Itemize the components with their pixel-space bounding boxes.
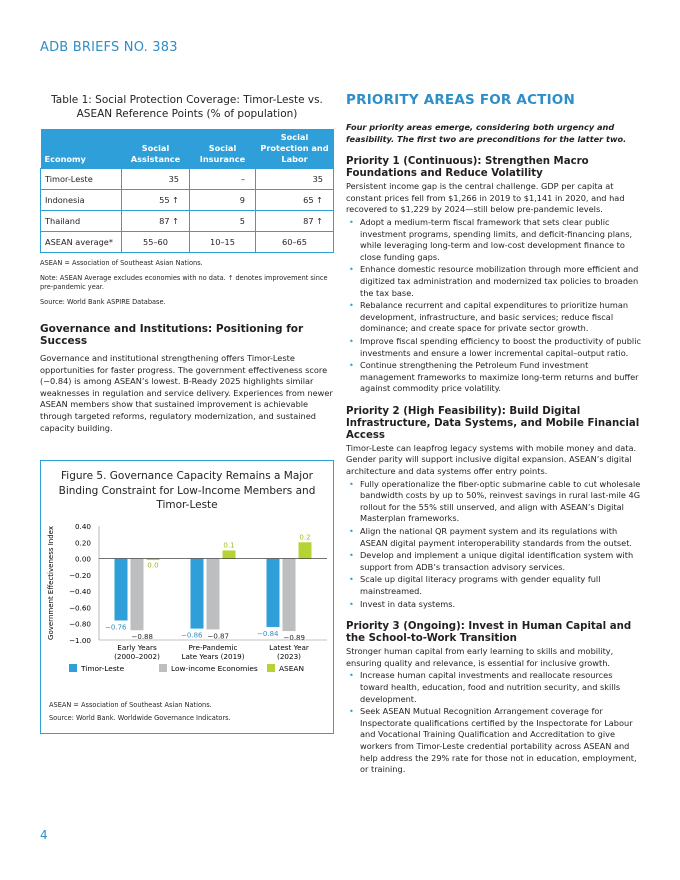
priority-1-heading: Priority 1 (Continuous): Strengthen Macro Foundations and Reduce Volatility — [346, 156, 589, 180]
table-cell: Indonesia — [41, 190, 122, 211]
y-tick-label: −0.40 — [68, 587, 91, 597]
list-item: • Fully operationalize the fiber-optic submarine cable to cut wholesale bandwidth costs by up to 50%, reinvest savings in rural last-mile 4G rollout for the 55% still unserved, and align with ASEAN’s Digital Masterplan frameworks. — [346, 479, 642, 525]
data-label: −0.86 — [181, 631, 203, 640]
table-cell: 55–60 — [122, 232, 190, 253]
y-tick-label: −0.80 — [68, 619, 91, 629]
legend-label: Timor-Leste — [81, 664, 125, 673]
list-item: • Continue strengthening the Petroleum Fund investment management frameworks to maximize long-term returns and buffer against commodity price volatility. — [346, 360, 642, 395]
figure-5-box — [40, 460, 334, 734]
table-row — [41, 190, 334, 211]
table-cell: 87 ↑ — [256, 211, 334, 232]
data-label: 0.1 — [223, 541, 235, 550]
table-cell: 9 — [190, 190, 256, 211]
priority-3-heading: Priority 3 (Ongoing): Invest in Human Capital and the School-to-Work Transition — [346, 621, 632, 645]
table-cell: 60–65 — [256, 232, 334, 253]
table-cell: – — [190, 169, 256, 190]
legend-swatch — [267, 664, 275, 672]
table-cell: 35 — [256, 169, 334, 190]
right-column — [346, 90, 642, 776]
col-header-social-protection-labor: Social Protection and Labor — [256, 129, 334, 169]
table-cell: ASEAN average* — [41, 232, 122, 253]
priority-3-body: Stronger human capital from early learning to skills and mobility, ensuring quality and relevance, is essential for inclusive growth. — [346, 646, 614, 668]
table-cell: Timor-Leste — [41, 169, 122, 190]
x-tick-label: Latest Year — [269, 643, 309, 652]
figure-notes — [49, 699, 231, 725]
legend-label: ASEAN — [279, 664, 305, 673]
y-tick-label: 0.00 — [74, 554, 91, 564]
list-item: • Seek ASEAN Mutual Recognition Arrangement coverage for Inspectorate qualifications certified by the Inspectorate for Labour and Vocational Training Qualification and Accreditation to give workers from Timor-Leste credential portability across ASEAN and help address the 29% rate for those not in education, employment, or training. — [346, 706, 642, 776]
table-row — [41, 169, 334, 190]
priority-2-bullets — [346, 479, 642, 611]
list-item: • Increase human capital investments and reallocate resources toward health, education, food and nutrition security, and skills development. — [346, 670, 642, 705]
figure-title: Figure 5. Governance Capacity Remains a Major Binding Constraint for Low-Income Members and Timor-Leste — [58, 470, 316, 511]
priority-1-body: Persistent income gap is the central challenge. GDP per capita at constant prices fell from $1,266 in 2019 to $1,141 in 2020, and had recovered to $1,229 by 2024—still below pre-pandemic levels. — [346, 181, 625, 215]
x-tick-label: Pre-Pandemic — [188, 643, 238, 652]
x-tick-label: (2023) — [277, 652, 301, 661]
table-row — [41, 232, 334, 253]
bar-low-income-economies — [131, 559, 144, 631]
legend-swatch — [159, 664, 167, 672]
priority-2-body: Timor-Leste can leapfrog legacy systems with mobile money and data. Gender parity will support inclusive digital expansion. ASEAN’s digital architecture and data systems offer entry points. — [346, 442, 637, 477]
priority-areas-title: PRIORITY AREAS FOR ACTION — [346, 92, 575, 108]
x-tick-label: (2000–2002) — [114, 652, 160, 661]
table-cell: Thailand — [41, 211, 122, 232]
table-note: Note: ASEAN Average excludes economies with no data. ↑ denotes improvement since pre-pandemic year. — [40, 274, 328, 291]
bar-timor-leste — [191, 559, 204, 629]
page-number: 4 — [40, 828, 48, 842]
x-tick-label: Late Years (2019) — [181, 652, 245, 661]
list-item: • Rebalance recurrent and capital expenditures to prioritize human development, infrastructure, and basic services; reduce fiscal dominance; and create space for private sector growth. — [346, 300, 642, 335]
table-source: Source: World Bank ASPIRE Database. — [40, 298, 166, 306]
data-label: −0.89 — [283, 634, 305, 643]
bar-low-income-economies — [207, 559, 220, 630]
data-label: −0.76 — [105, 623, 127, 632]
y-tick-label: −0.60 — [68, 603, 91, 613]
priority-3-bullets — [346, 670, 642, 775]
legend-label: Low-income Economies — [171, 664, 258, 673]
publication-header: ADB BRIEFS NO. 383 — [40, 40, 178, 55]
table-cell: 87 ↑ — [122, 211, 190, 232]
data-label: −0.87 — [207, 632, 229, 641]
table-cell: 10–15 — [190, 232, 256, 253]
list-item: • Improve fiscal spending efficiency to boost the productivity of public investments and ensure a lower incremental capital–output ratio. — [346, 336, 642, 359]
legend-swatch — [69, 664, 77, 672]
social-protection-table — [40, 129, 334, 253]
col-header-economy: Economy — [41, 129, 122, 169]
data-label: −0.84 — [257, 629, 279, 638]
table-row — [41, 211, 334, 232]
list-item: • Scale up digital literacy programs with gender equality full mainstreamed. — [346, 574, 642, 597]
priority-1-bullets — [346, 217, 642, 395]
left-column — [40, 90, 334, 434]
data-label: −0.88 — [131, 633, 153, 642]
col-header-social-insurance: Social Insurance — [190, 129, 256, 169]
table-title: Table 1: Social Protection Coverage: Timor-Leste vs. ASEAN Reference Points (% of population) — [51, 94, 323, 120]
figure-abbreviation-note: ASEAN = Association of Southeast Asian Nations. — [49, 701, 212, 709]
data-label: 0.0 — [147, 561, 159, 570]
priority-2-heading: Priority 2 (High Feasibility): Build Digital Infrastructure, Data Systems, and Mobile Financial Access — [346, 405, 640, 441]
bar-low-income-economies — [283, 559, 296, 631]
list-item: • Enhance domestic resource mobilization through more efficient and digitized tax administration and modernized tax policies to broaden the tax base. — [346, 264, 642, 299]
governance-chart — [41, 521, 333, 701]
list-item: • Align the national QR payment system and its regulations with ASEAN digital payment interoperability standards from the outset. — [346, 526, 642, 549]
table-abbreviation-note: ASEAN = Association of Southeast Asian Nations. — [40, 259, 203, 267]
y-tick-label: 0.40 — [74, 522, 91, 531]
table-cell: 55 ↑ — [122, 190, 190, 211]
table-cell: 65 ↑ — [256, 190, 334, 211]
governance-paragraph: Governance and institutional strengthening offers Timor-Leste opportunities for faster progress. The government effectiveness score (−0.84) is among ASEAN’s lowest. B-Ready 2025 highlights similar weaknesses in regulation and service delivery. Experiences from newer ASEAN members show that sustained improvement is achievable through targeted reforms, regulatory modernization, and sustained capacity building. — [40, 353, 333, 433]
table-cell: 35 — [122, 169, 190, 190]
bar-asean — [223, 550, 236, 558]
bar-timor-leste — [115, 559, 128, 621]
y-axis-label: Government Effectiveness Index — [47, 526, 55, 640]
x-tick-label: Early Years — [117, 643, 157, 652]
table-cell: 5 — [190, 211, 256, 232]
y-tick-label: −0.20 — [68, 570, 91, 580]
y-tick-label: 0.20 — [74, 538, 91, 548]
bar-timor-leste — [267, 559, 280, 627]
list-item: • Develop and implement a unique digital identification system with support from ADB’s transaction advisory services. — [346, 550, 642, 573]
list-item: • Invest in data systems. — [346, 599, 642, 611]
priority-intro: Four priority areas emerge, considering both urgency and feasibility. The first two are preconditions for the latter two. — [346, 122, 627, 144]
figure-source: Source: World Bank. Worldwide Governance Indicators. — [49, 714, 231, 722]
table-header-row — [41, 129, 334, 169]
bar-asean — [299, 542, 312, 558]
col-header-social-assistance: Social Assistance — [122, 129, 190, 169]
y-tick-label: −1.00 — [68, 636, 91, 645]
data-label: 0.2 — [299, 533, 311, 542]
governance-heading: Governance and Institutions: Positioning for Success — [40, 323, 304, 347]
list-item: • Adopt a medium-term fiscal framework that sets clear public investment programs, spending limits, and deficit-financing plans, while leveraging long-term and low-cost development finance to close funding gaps. — [346, 217, 642, 263]
